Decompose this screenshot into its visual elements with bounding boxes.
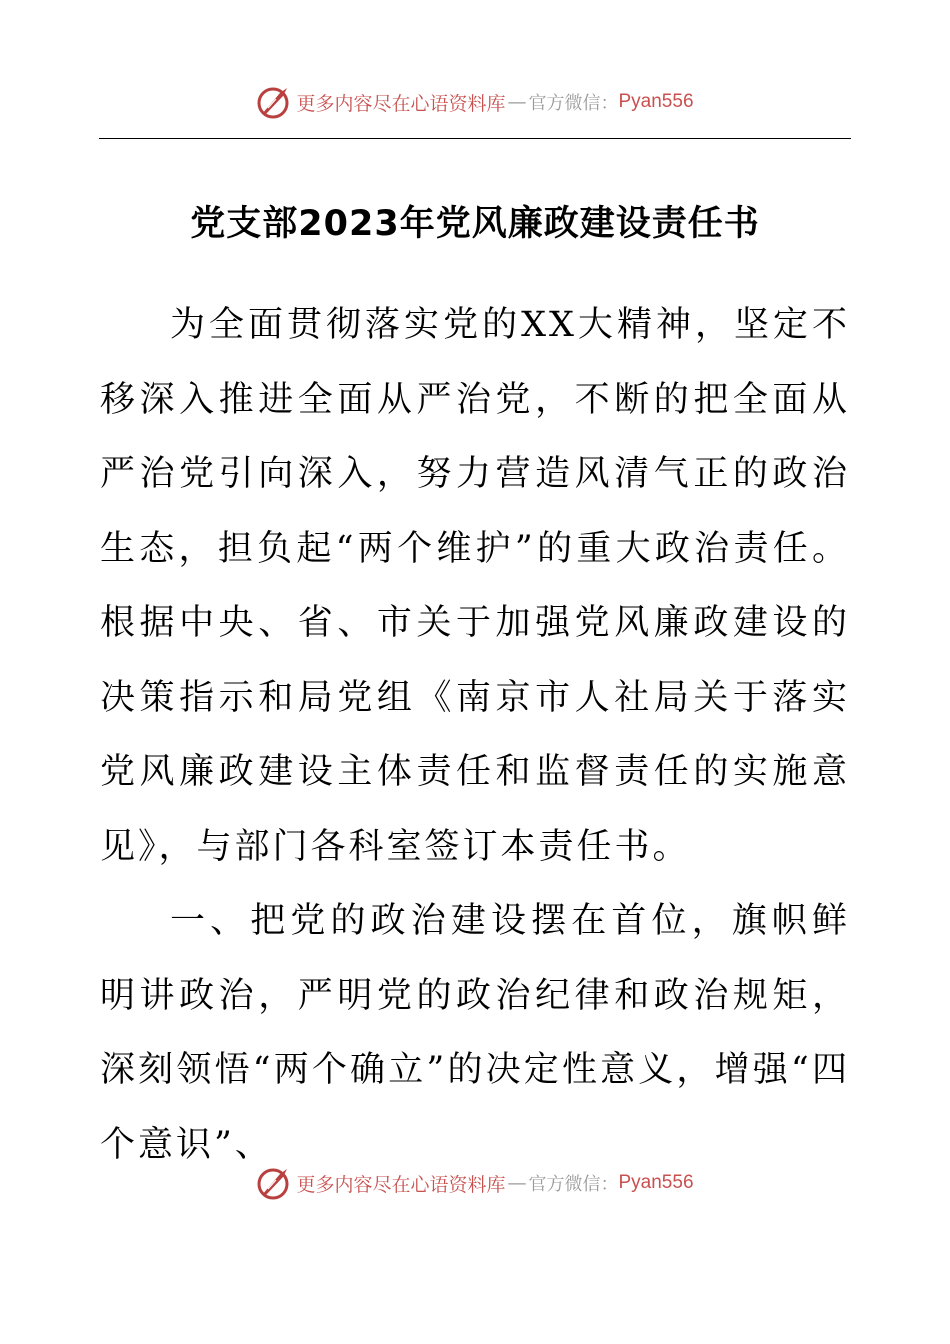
header-brand-text: 更多内容尽在心语资料库 xyxy=(296,92,506,115)
header-separator: — xyxy=(507,91,527,113)
footer-wechat-label: 官方微信： xyxy=(528,1174,619,1195)
footer-brand-text: 更多内容尽在心语资料库 xyxy=(296,1173,506,1196)
header-wechat-id: Pyan556 xyxy=(618,91,694,112)
paragraph: 一、把党的政治建设摆在首位，旗帜鲜明讲政治，严明党的政治纪律和政治规矩，深刻领悟“两个确立”的决定性意义，增强“四个意识”、 xyxy=(100,901,850,1165)
footer-separator: — xyxy=(507,1172,527,1194)
footer-wechat-id: Pyan556 xyxy=(618,1172,694,1193)
document-title: 党支部2023年党风廉政建设责任书 xyxy=(190,204,760,244)
header-divider xyxy=(99,138,851,139)
page-header xyxy=(0,82,950,122)
quill-pen-circle-icon xyxy=(256,1165,292,1201)
document-body xyxy=(100,288,850,1182)
paragraph: 为全面贯彻落实党的XX大精神，坚定不移深入推进全面从严治党，不断的把全面从严治党引向深入，努力营造风清气正的政治生态，担负起“两个维护”的重大政治责任。根据中央、省、市关于加强党风廉政建设的决策指示和局党组《南京市人社局关于落实党风廉政建设主体责任和监督责任的实施意见》，与部门各科室签订本责任书。 xyxy=(100,305,850,867)
header-wechat-label: 官方微信： xyxy=(528,93,619,114)
page-footer xyxy=(0,1163,950,1203)
quill-pen-circle-icon xyxy=(256,84,292,120)
